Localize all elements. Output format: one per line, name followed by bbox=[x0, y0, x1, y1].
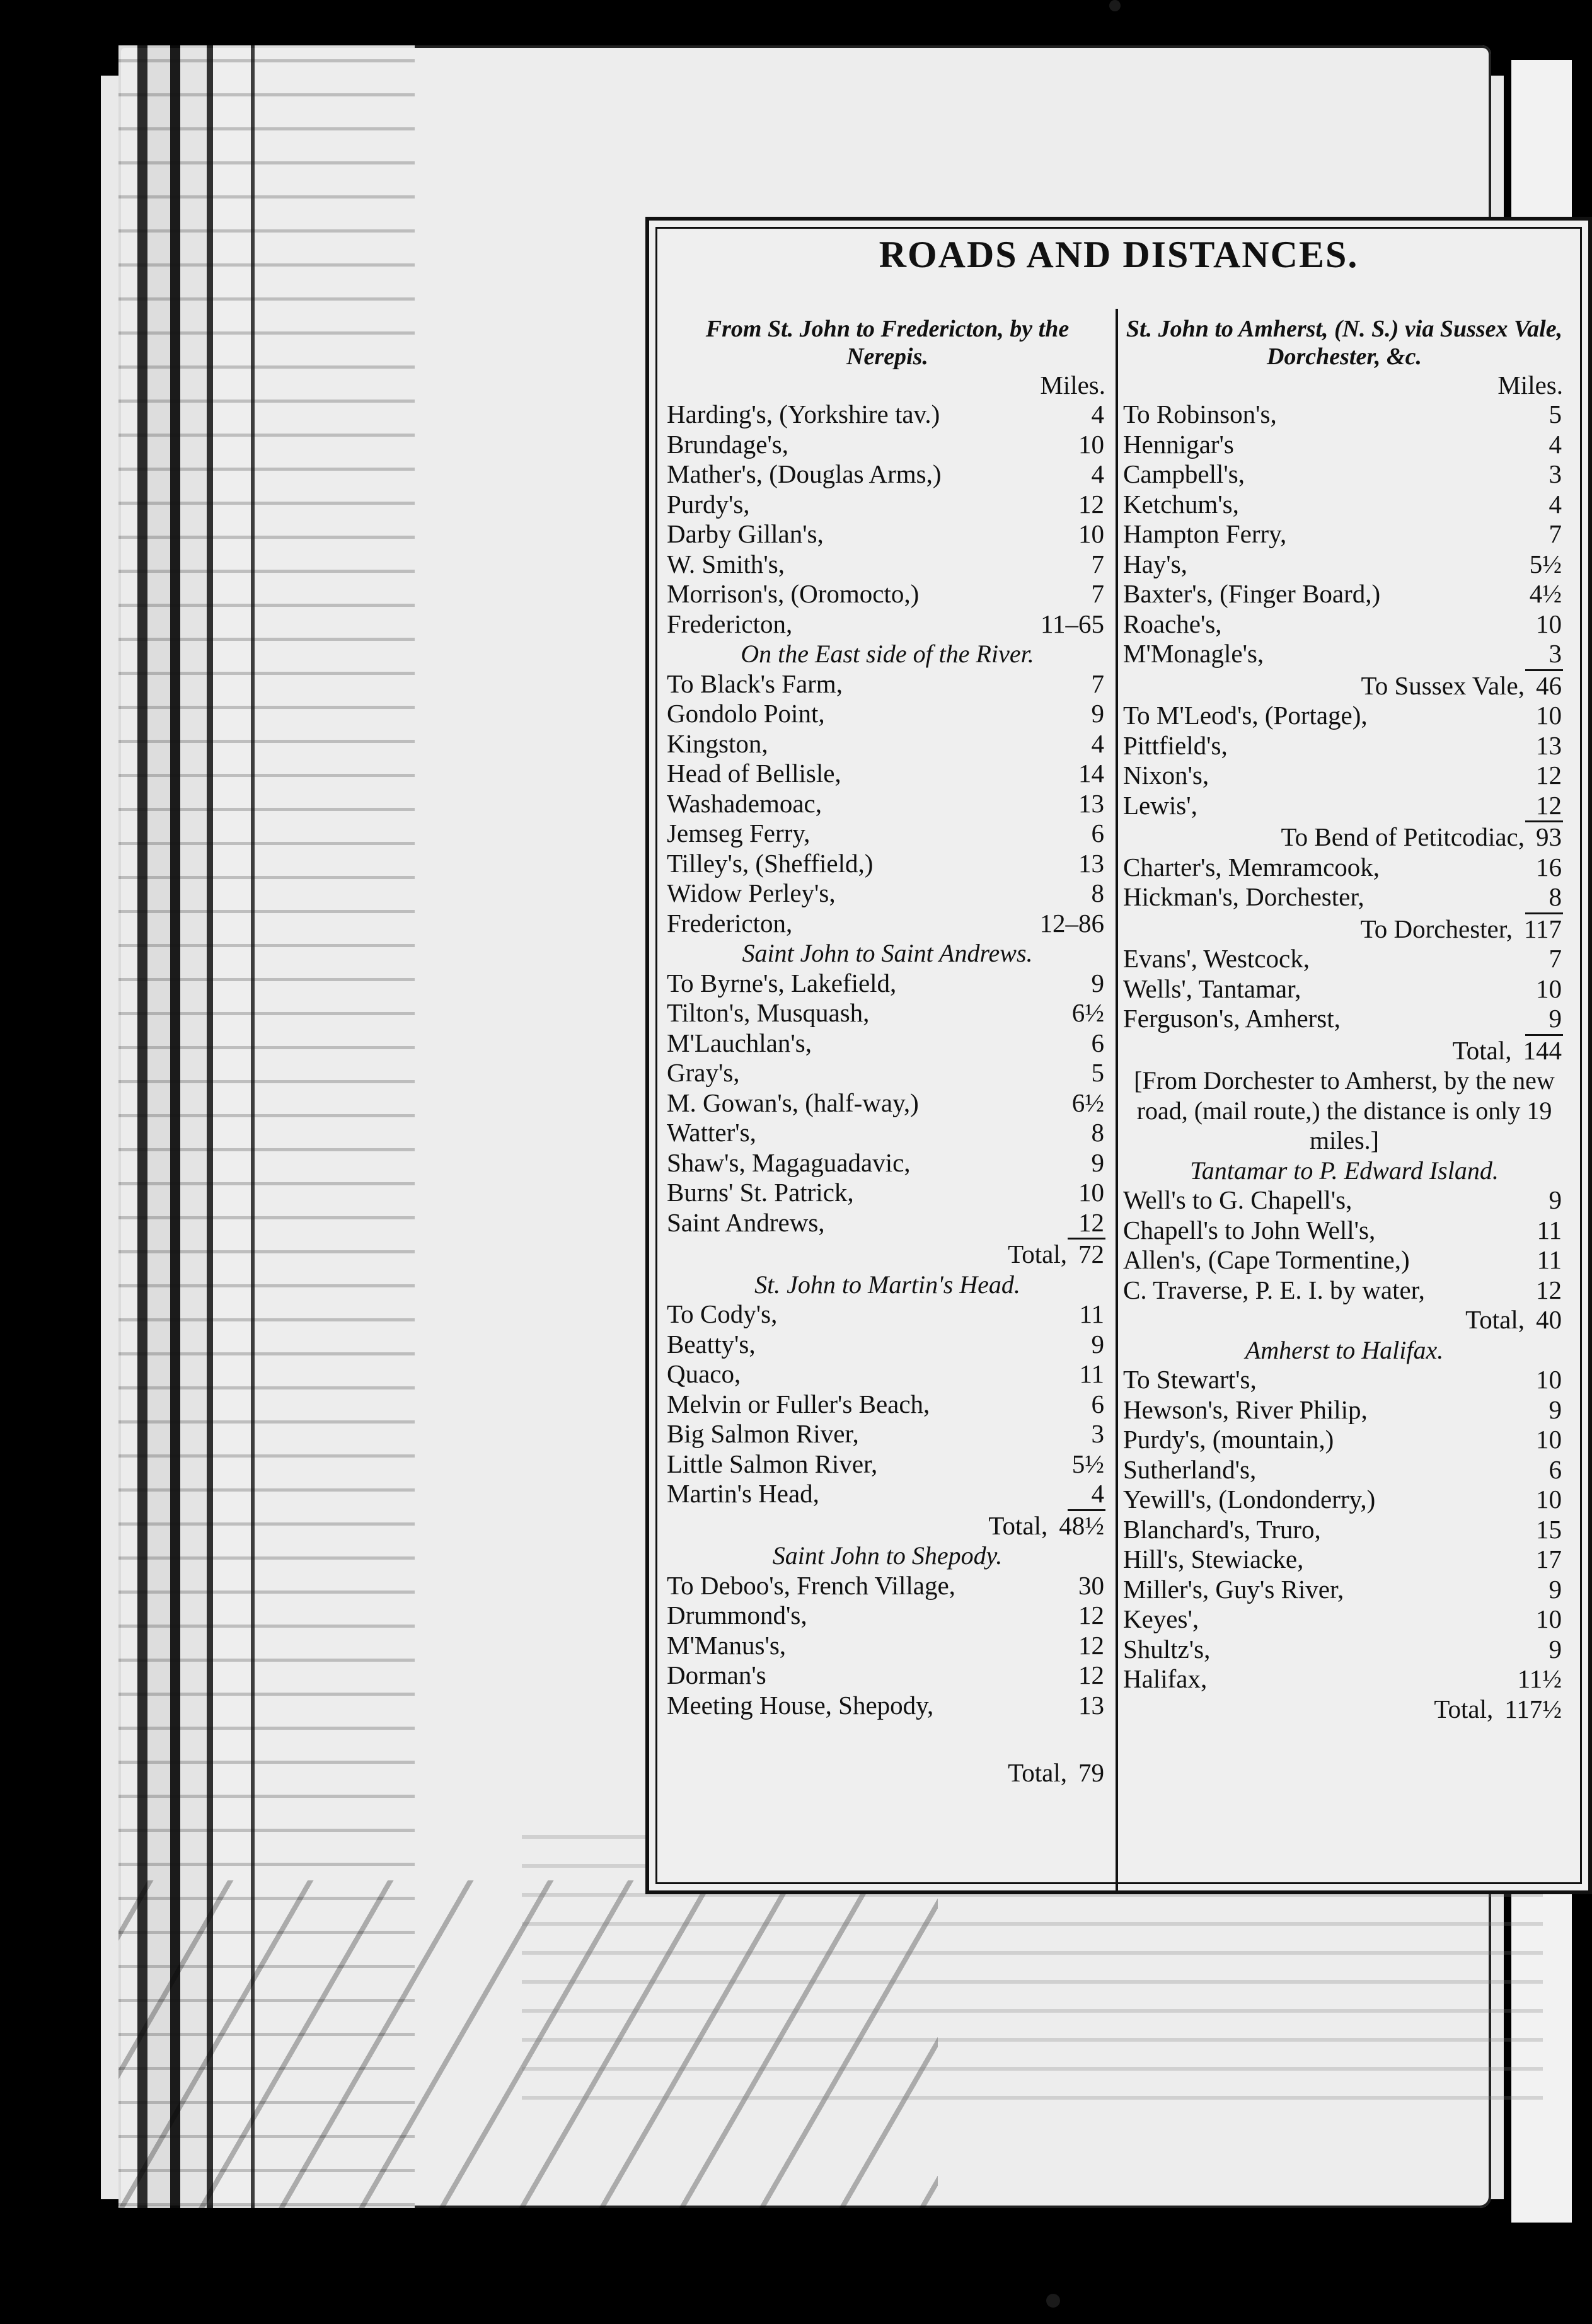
section-heading: St. John to Martin's Head. bbox=[754, 1270, 1020, 1299]
stop-name: Well's to G. Chapell's, bbox=[1123, 1185, 1353, 1214]
route-list bbox=[667, 1571, 1108, 1721]
stop-name: M'Manus's, bbox=[667, 1630, 787, 1660]
stop-miles: 17 bbox=[1536, 1545, 1562, 1573]
stop-name: Shaw's, Magaguadavic, bbox=[667, 1148, 911, 1177]
stop-miles: 11½ bbox=[1517, 1664, 1562, 1693]
stop-name: Big Salmon River, bbox=[667, 1419, 859, 1448]
stop-miles: 12 bbox=[1078, 1601, 1104, 1630]
route-stop-row bbox=[667, 579, 1108, 609]
stop-name: Hill's, Stewiacke, bbox=[1123, 1545, 1304, 1573]
stop-name: Head of Bellisle, bbox=[667, 759, 841, 788]
stop-name: Hennigar's bbox=[1123, 429, 1234, 459]
stop-name: Burns' St. Patrick, bbox=[667, 1178, 854, 1207]
route-stop-row bbox=[667, 1631, 1108, 1661]
left-column bbox=[667, 315, 1108, 1890]
stop-miles: 9 bbox=[1091, 968, 1104, 998]
route-stop-row bbox=[667, 1178, 1108, 1208]
stop-miles: 4 bbox=[1091, 728, 1104, 758]
subtotal-row: To Bend of Petitcodiac, 93 bbox=[1281, 822, 1562, 851]
route-stop-row bbox=[667, 609, 1108, 640]
route-list bbox=[1123, 1365, 1566, 1694]
route-list bbox=[667, 669, 1108, 939]
stop-name: C. Traverse, P. E. I. by water, bbox=[1123, 1275, 1425, 1304]
stop-miles: 12 bbox=[1078, 1207, 1104, 1237]
stop-miles: 9 bbox=[1549, 1634, 1562, 1664]
route-stop-row bbox=[667, 490, 1108, 520]
stop-name: Harding's, (Yorkshire tav.) bbox=[667, 400, 940, 429]
ink-speck bbox=[1109, 0, 1121, 11]
stop-miles: 8 bbox=[1091, 878, 1104, 907]
stop-miles: 5 bbox=[1549, 400, 1562, 429]
stop-name: To Black's Farm, bbox=[667, 669, 843, 698]
stop-name: Watter's, bbox=[667, 1118, 756, 1147]
stop-name: Darby Gillan's, bbox=[667, 519, 824, 548]
stop-miles: 9 bbox=[1549, 1574, 1562, 1604]
stop-miles: 9 bbox=[1549, 1004, 1562, 1033]
route-stop-row bbox=[667, 430, 1108, 460]
stop-miles: 10 bbox=[1536, 701, 1562, 730]
route-stop-row bbox=[667, 1359, 1108, 1389]
stop-miles: 4½ bbox=[1529, 579, 1562, 608]
page-title: ROADS AND DISTANCES. bbox=[879, 234, 1359, 275]
route-stop-row bbox=[1123, 731, 1566, 761]
route-stop-row bbox=[1123, 974, 1566, 1004]
route-stop-row bbox=[1123, 701, 1566, 731]
total-row: Total, 40 bbox=[1465, 1305, 1562, 1334]
route-stop-row bbox=[1123, 853, 1566, 883]
stop-miles: 12 bbox=[1078, 489, 1104, 519]
route-list bbox=[1123, 853, 1566, 912]
stop-name: To M'Leod's, (Portage), bbox=[1123, 701, 1368, 730]
stop-name: Keyes', bbox=[1123, 1604, 1199, 1633]
route-stop-row bbox=[1123, 1185, 1566, 1216]
route-stop-row bbox=[1123, 944, 1566, 974]
stop-name: Wells', Tantamar, bbox=[1123, 974, 1301, 1003]
total-row: Total, 117½ bbox=[1434, 1694, 1562, 1723]
stop-miles: 4 bbox=[1091, 459, 1104, 488]
stop-name: M'Monagle's, bbox=[1123, 639, 1264, 668]
route-stop-row bbox=[667, 998, 1108, 1028]
stop-name: Nixon's, bbox=[1123, 761, 1209, 790]
route-list bbox=[1123, 1185, 1566, 1305]
stop-miles: 6½ bbox=[1071, 1088, 1104, 1117]
route-stop-row bbox=[667, 1571, 1108, 1601]
total-row: Total, 48½ bbox=[988, 1510, 1104, 1540]
section-heading: Saint John to Saint Andrews. bbox=[742, 939, 1033, 967]
subtotal-row: To Dorchester, 117 bbox=[1360, 914, 1562, 943]
stop-miles: 5½ bbox=[1071, 1449, 1104, 1478]
stop-name: Halifax, bbox=[1123, 1664, 1208, 1693]
route-stop-row bbox=[667, 1118, 1108, 1148]
right-heading: St. John to Amherst, (N. S.) via Sussex Vale, Dorchester, &c. bbox=[1126, 316, 1563, 370]
stop-name: Quaco, bbox=[667, 1359, 741, 1388]
stop-miles: 10 bbox=[1078, 429, 1104, 459]
left-miles-label: Miles. bbox=[1040, 371, 1105, 400]
route-stop-row bbox=[1123, 1365, 1566, 1395]
stop-miles: 9 bbox=[1549, 1185, 1562, 1214]
stop-name: Roache's, bbox=[1123, 609, 1222, 638]
route-stop-row bbox=[667, 1660, 1108, 1691]
stop-name: Tilton's, Musquash, bbox=[667, 998, 870, 1027]
stop-name: Widow Perley's, bbox=[667, 878, 836, 907]
route-stop-row bbox=[1123, 1545, 1566, 1575]
route-stop-row bbox=[667, 1028, 1108, 1059]
section-heading: Saint John to Shepody. bbox=[772, 1541, 1003, 1570]
stop-miles: 4 bbox=[1549, 489, 1562, 519]
route-stop-row bbox=[667, 400, 1108, 430]
stop-miles: 5 bbox=[1091, 1058, 1104, 1087]
stop-miles: 10 bbox=[1536, 609, 1562, 638]
stop-miles: 3 bbox=[1091, 1419, 1104, 1448]
stop-name: Ferguson's, Amherst, bbox=[1123, 1004, 1341, 1033]
stop-name: Chapell's to John Well's, bbox=[1123, 1215, 1376, 1245]
route-stop-row bbox=[667, 1058, 1108, 1088]
stop-name: Blanchard's, Truro, bbox=[1123, 1514, 1321, 1544]
route-stop-row bbox=[667, 1208, 1108, 1238]
stop-name: Beatty's, bbox=[667, 1329, 756, 1359]
stop-miles: 10 bbox=[1536, 1604, 1562, 1633]
route-stop-row bbox=[667, 1299, 1108, 1330]
route-list bbox=[667, 1299, 1108, 1509]
stop-miles: 6 bbox=[1091, 1028, 1104, 1057]
stop-miles: 13 bbox=[1536, 730, 1562, 760]
stop-name: Washademoac, bbox=[667, 788, 822, 818]
route-stop-row bbox=[667, 849, 1108, 879]
stop-miles: 13 bbox=[1078, 788, 1104, 818]
total-row: Total, 72 bbox=[1008, 1240, 1104, 1268]
stop-name: Baxter's, (Finger Board,) bbox=[1123, 579, 1381, 608]
route-stop-row bbox=[1123, 1216, 1566, 1246]
total-row: Total, 144 bbox=[1452, 1035, 1562, 1065]
stop-miles: 11 bbox=[1079, 1299, 1104, 1328]
stop-miles: 8 bbox=[1091, 1118, 1104, 1147]
stop-name: Fredericton, bbox=[667, 609, 793, 638]
stop-name: Little Salmon River, bbox=[667, 1449, 878, 1478]
section-heading: Tantamar to P. Edward Island. bbox=[1190, 1156, 1499, 1185]
stop-miles: 9 bbox=[1091, 699, 1104, 728]
stop-name: W. Smith's, bbox=[667, 549, 785, 578]
stop-name: Shultz's, bbox=[1123, 1634, 1211, 1664]
route-list bbox=[1123, 701, 1566, 820]
stop-miles: 11–65 bbox=[1041, 609, 1104, 638]
stop-miles: 13 bbox=[1078, 1690, 1104, 1720]
stop-name: Gondolo Point, bbox=[667, 699, 825, 728]
stop-name: Kingston, bbox=[667, 728, 768, 758]
route-stop-row bbox=[1123, 1485, 1566, 1515]
route-stop-row bbox=[667, 729, 1108, 759]
stop-name: Charter's, Memramcook, bbox=[1123, 852, 1380, 882]
stop-miles: 10 bbox=[1078, 519, 1104, 548]
route-stop-row bbox=[667, 909, 1108, 939]
stop-miles: 4 bbox=[1091, 1479, 1104, 1508]
route-stop-row bbox=[667, 1691, 1108, 1721]
stop-name: Melvin or Fuller's Beach, bbox=[667, 1389, 930, 1418]
stop-name: To Byrne's, Lakefield, bbox=[667, 968, 897, 998]
route-stop-row bbox=[1123, 1515, 1566, 1545]
route-stop-row bbox=[1123, 519, 1566, 549]
stop-name: Evans', Westcock, bbox=[1123, 944, 1310, 973]
route-stop-row bbox=[667, 878, 1108, 909]
route-stop-row bbox=[1123, 1275, 1566, 1306]
ink-speck bbox=[1046, 2294, 1060, 2308]
stop-name: Hay's, bbox=[1123, 549, 1187, 578]
stop-miles: 15 bbox=[1536, 1514, 1562, 1544]
roads-table-frame bbox=[645, 217, 1592, 1894]
stop-name: Drummond's, bbox=[667, 1601, 807, 1630]
stop-miles: 12 bbox=[1078, 1630, 1104, 1660]
route-stop-row bbox=[667, 699, 1108, 729]
stop-miles: 4 bbox=[1091, 400, 1104, 429]
stop-miles: 16 bbox=[1536, 852, 1562, 882]
route-list bbox=[1123, 400, 1566, 669]
stop-name: Pittfield's, bbox=[1123, 730, 1228, 760]
route-stop-row bbox=[1123, 1635, 1566, 1665]
stop-name: Martin's Head, bbox=[667, 1479, 819, 1508]
stop-miles: 10 bbox=[1078, 1178, 1104, 1207]
stop-miles: 6½ bbox=[1071, 998, 1104, 1027]
route-stop-row bbox=[1123, 791, 1566, 821]
stop-miles: 12 bbox=[1536, 790, 1562, 820]
route-stop-row bbox=[1123, 490, 1566, 520]
right-column bbox=[1123, 315, 1566, 1890]
route-stop-row bbox=[1123, 639, 1566, 669]
stop-name: Saint Andrews, bbox=[667, 1207, 825, 1237]
mail-route-note: [From Dorchester to Amherst, by the new road, (mail route,) the distance is only 19 miles.] bbox=[1134, 1066, 1555, 1154]
stop-name: Jemseg Ferry, bbox=[667, 819, 810, 848]
stop-miles: 4 bbox=[1549, 429, 1562, 459]
stop-miles: 9 bbox=[1549, 1395, 1562, 1424]
stop-name: Meeting House, Shepody, bbox=[667, 1690, 934, 1720]
route-stop-row bbox=[1123, 609, 1566, 640]
stop-name: Purdy's, (mountain,) bbox=[1123, 1425, 1334, 1454]
stop-name: Tilley's, (Sheffield,) bbox=[667, 848, 874, 878]
stop-name: Allen's, (Cape Tormentine,) bbox=[1123, 1245, 1410, 1274]
stop-miles: 10 bbox=[1536, 1365, 1562, 1394]
subtotal-row: To Sussex Vale, 46 bbox=[1361, 670, 1562, 700]
stop-name: M. Gowan's, (half-way,) bbox=[667, 1088, 919, 1117]
route-stop-row bbox=[667, 1601, 1108, 1631]
route-stop-row bbox=[667, 1389, 1108, 1420]
stop-miles: 11 bbox=[1079, 1359, 1104, 1388]
route-stop-row bbox=[667, 669, 1108, 699]
stop-miles: 12 bbox=[1536, 1275, 1562, 1304]
stop-name: Mather's, (Douglas Arms,) bbox=[667, 459, 942, 488]
route-stop-row bbox=[1123, 1664, 1566, 1694]
route-stop-row bbox=[1123, 400, 1566, 430]
total-row: Total, 79 bbox=[1008, 1758, 1104, 1787]
route-stop-row bbox=[667, 1479, 1108, 1509]
route-stop-row bbox=[1123, 1395, 1566, 1425]
stop-name: Hewson's, River Philip, bbox=[1123, 1395, 1368, 1424]
route-stop-row bbox=[667, 459, 1108, 490]
stop-name: Purdy's, bbox=[667, 489, 750, 519]
route-stop-row bbox=[1123, 1604, 1566, 1635]
stop-name: Yewill's, (Londonderry,) bbox=[1123, 1485, 1376, 1514]
stop-miles: 30 bbox=[1078, 1570, 1104, 1600]
route-stop-row bbox=[1123, 430, 1566, 460]
route-stop-row bbox=[1123, 549, 1566, 580]
stop-name: Hickman's, Dorchester, bbox=[1123, 882, 1364, 911]
stop-miles: 12 bbox=[1078, 1660, 1104, 1689]
stop-miles: 6 bbox=[1091, 1389, 1104, 1418]
route-stop-row bbox=[1123, 761, 1566, 791]
stop-name: Fredericton, bbox=[667, 908, 793, 938]
route-stop-row bbox=[1123, 1455, 1566, 1485]
route-stop-row bbox=[667, 1088, 1108, 1119]
route-stop-row bbox=[667, 789, 1108, 819]
stop-miles: 6 bbox=[1091, 819, 1104, 848]
stop-miles: 7 bbox=[1549, 519, 1562, 548]
stop-name: Miller's, Guy's River, bbox=[1123, 1574, 1344, 1604]
stop-name: M'Lauchlan's, bbox=[667, 1028, 812, 1057]
route-stop-row bbox=[1123, 579, 1566, 609]
stop-name: To Cody's, bbox=[667, 1299, 778, 1328]
stop-name: Lewis', bbox=[1123, 790, 1197, 820]
route-stop-row bbox=[1123, 882, 1566, 912]
left-heading: From St. John to Fredericton, by the Nerepis. bbox=[705, 316, 1070, 370]
stop-name: To Robinson's, bbox=[1123, 400, 1277, 429]
stop-miles: 10 bbox=[1536, 1485, 1562, 1514]
route-stop-row bbox=[1123, 459, 1566, 490]
stop-miles: 7 bbox=[1091, 549, 1104, 578]
route-stop-row bbox=[1123, 1245, 1566, 1275]
route-stop-row bbox=[1123, 1004, 1566, 1034]
stop-name: Gray's, bbox=[667, 1058, 740, 1087]
route-stop-row bbox=[667, 519, 1108, 549]
stop-name: To Deboo's, French Village, bbox=[667, 1570, 955, 1600]
stop-miles: 12–86 bbox=[1039, 908, 1104, 938]
stop-miles: 7 bbox=[1091, 579, 1104, 608]
stop-miles: 5½ bbox=[1529, 549, 1562, 578]
stop-name: Brundage's, bbox=[667, 429, 788, 459]
section-heading: On the East side of the River. bbox=[741, 640, 1034, 668]
stop-miles: 8 bbox=[1549, 882, 1562, 911]
stop-name: Sutherland's, bbox=[1123, 1454, 1257, 1484]
stop-miles: 10 bbox=[1536, 1425, 1562, 1454]
stop-miles: 9 bbox=[1091, 1329, 1104, 1359]
document-page bbox=[118, 45, 1563, 2208]
right-miles-label: Miles. bbox=[1497, 371, 1563, 400]
stop-miles: 11 bbox=[1537, 1245, 1562, 1274]
stop-miles: 7 bbox=[1091, 669, 1104, 698]
stop-miles: 3 bbox=[1549, 459, 1562, 488]
stop-miles: 6 bbox=[1549, 1454, 1562, 1484]
stop-miles: 13 bbox=[1078, 848, 1104, 878]
stop-miles: 14 bbox=[1078, 759, 1104, 788]
stop-name: Morrison's, (Oromocto,) bbox=[667, 579, 920, 608]
stop-miles: 9 bbox=[1091, 1148, 1104, 1177]
route-list bbox=[667, 400, 1108, 639]
stop-name: Ketchum's, bbox=[1123, 489, 1239, 519]
stop-name: Dorman's bbox=[667, 1660, 766, 1689]
stop-name: Hampton Ferry, bbox=[1123, 519, 1287, 548]
stop-name: To Stewart's, bbox=[1123, 1365, 1257, 1394]
stop-name: Campbell's, bbox=[1123, 459, 1245, 488]
route-stop-row bbox=[667, 759, 1108, 789]
route-stop-row bbox=[667, 1419, 1108, 1449]
route-stop-row bbox=[1123, 1425, 1566, 1455]
stop-miles: 10 bbox=[1536, 974, 1562, 1003]
column-divider bbox=[1116, 309, 1118, 1890]
route-list bbox=[667, 969, 1108, 1238]
stop-miles: 11 bbox=[1537, 1215, 1562, 1245]
stop-miles: 3 bbox=[1549, 639, 1562, 668]
section-heading: Amherst to Halifax. bbox=[1245, 1335, 1444, 1364]
route-stop-row bbox=[667, 1148, 1108, 1178]
route-stop-row bbox=[1123, 1575, 1566, 1605]
route-stop-row bbox=[667, 1449, 1108, 1480]
route-stop-row bbox=[667, 819, 1108, 849]
route-stop-row bbox=[667, 969, 1108, 999]
stop-miles: 7 bbox=[1549, 944, 1562, 973]
route-stop-row bbox=[667, 549, 1108, 580]
route-stop-row bbox=[667, 1330, 1108, 1360]
route-list bbox=[1123, 944, 1566, 1034]
stop-miles: 12 bbox=[1536, 761, 1562, 790]
